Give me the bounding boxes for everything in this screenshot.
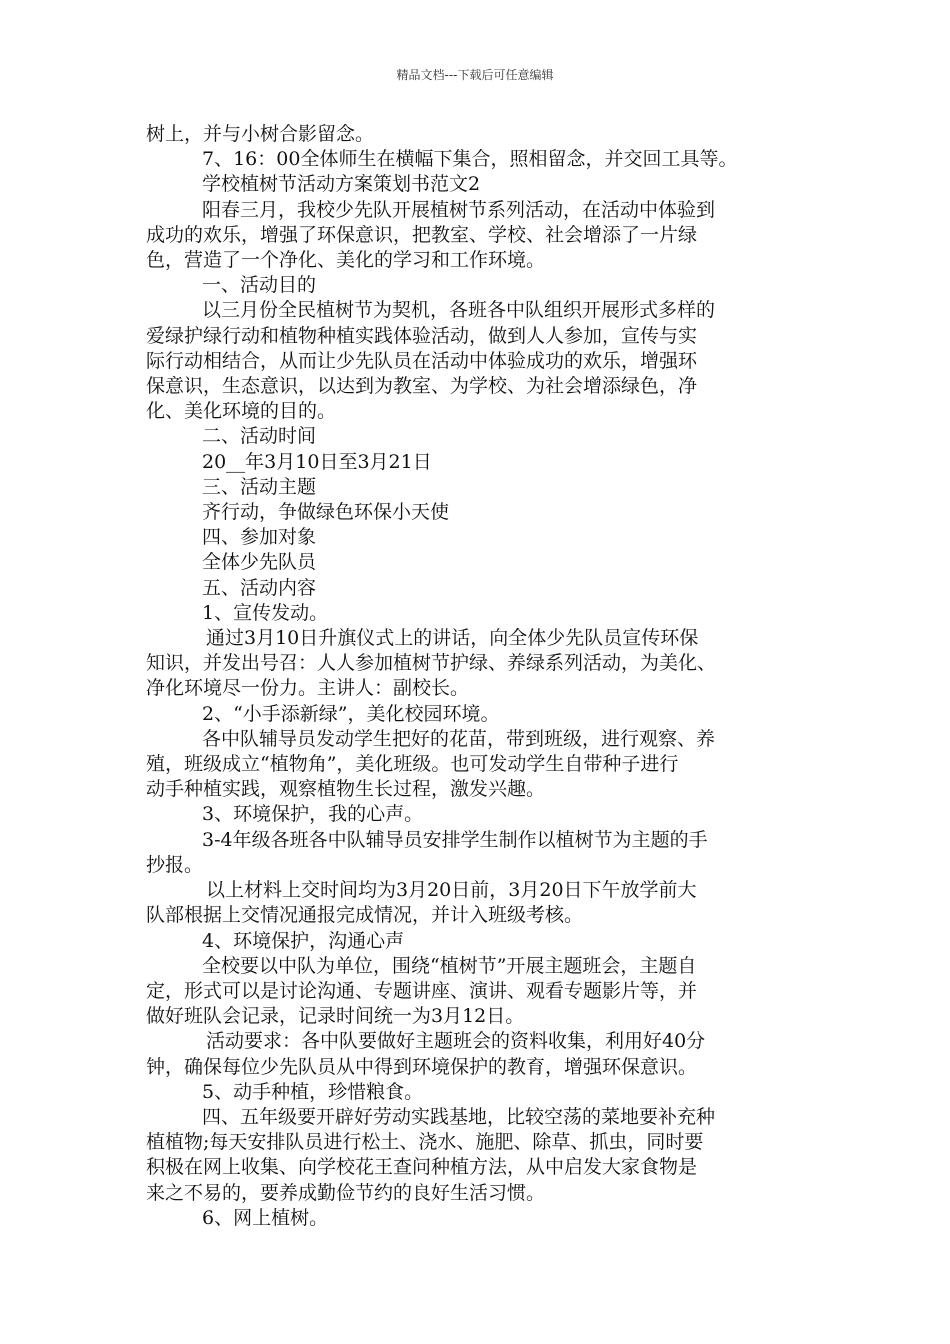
heading: 四、参加对象 (202, 526, 317, 549)
text-line: 全体少先队员 (202, 551, 317, 574)
text-line: 钟，确保每位少先队员从中得到环境保护的教育，增强环保意识。 (146, 1055, 698, 1078)
page-header: 精品文档---下载后可任意编辑 (396, 68, 554, 82)
text-line: 来之不易的，要养成勤俭节约的良好生活习惯。 (146, 1181, 546, 1204)
text-line: 树上，并与小树合影留念。 (146, 123, 375, 145)
text-line: 殖，班级成立“植物角”，美化班级。也可发动学生自带种子进行 (146, 753, 679, 776)
text-line: 植植物;每天安排队员进行松土、浇水、施肥、除草、抓虫，同时要 (146, 1131, 704, 1154)
text-line: 活动要求：各中队要做好主题班会的资料收集，利用好40分 (206, 1030, 706, 1053)
text-line: 定，形式可以是讨论沟通、专题讲座、演讲、观看专题影片等，并 (146, 979, 698, 1002)
text-line: 7、16：00全体师生在横幅下集合，照相留念，并交回工具等。 (202, 148, 738, 171)
document-body (146, 122, 816, 1231)
text-line: 全校要以中队为单位，围绕“植树节”开展主题班会，主题自 (202, 954, 697, 977)
subheading: 3、环境保护，我的心声。 (202, 803, 424, 826)
text-line: 以上材料上交时间均为3月20日前，3月20日下午放学前大 (206, 879, 697, 902)
text-line: 3-4年级各班各中队辅导员安排学生制作以植树节为主题的手 (202, 828, 708, 851)
text-line: 爱绿护绿行动和植物种植实践体验活动，做到人人参加，宣传与实 (146, 324, 698, 347)
text-line: 净化环境尽一份力。主讲人：副校长。 (146, 677, 470, 700)
subheading: 2、“小手添新绿”，美化校园环境。 (202, 702, 500, 725)
text-line: 队部根据上交情况通报完成情况，并计入班级考核。 (146, 904, 584, 927)
text-line: 色，营造了一个净化、美化的学习和工作环境。 (146, 249, 546, 272)
subheading: 4、环境保护，沟通心声 (202, 929, 405, 952)
subheading: 1、宣传发动。 (202, 601, 329, 624)
heading: 五、活动内容 (202, 576, 317, 599)
text-line: 四、五年级要开辟好劳动实践基地，比较空荡的菜地要补充种 (202, 1105, 716, 1128)
text-line: 积极在网上收集、向学校花王查问种植方法，从中启发大家食物是 (146, 1156, 698, 1179)
heading: 一、活动目的 (202, 274, 317, 297)
heading: 二、活动时间 (202, 425, 317, 448)
text-line: 抄报。 (146, 853, 204, 876)
text-line: 20__年3月10日至3月21日 (202, 450, 432, 473)
text-line: 齐行动，争做绿色环保小天使 (202, 501, 450, 524)
section-title: 学校植树节活动方案策划书范文2 (202, 173, 481, 196)
text-line: 各中队辅导员发动学生把好的花苗，带到班级，进行观察、养 (202, 727, 716, 750)
text-line: 阳春三月，我校少先队开展植树节系列活动，在活动中体验到 (202, 198, 716, 221)
text-line: 通过3月10日升旗仪式上的讲话，向全体少先队员宣传环保 (206, 627, 699, 650)
text-line: 化、美化环境的目的。 (146, 400, 337, 423)
text-line: 保意识，生态意识，以达到为教室、为学校、为社会增添绿色，净 (146, 375, 698, 398)
text-line: 成功的欢乐，增强了环保意识，把教室、学校、社会增添了一片绿 (146, 223, 698, 246)
text-line: 动手种植实践，观察植物生长过程，激发兴趣。 (146, 778, 546, 801)
text-line: 际行动相结合，从而让少先队员在活动中体验成功的欢乐，增强环 (146, 349, 698, 372)
subheading: 6、网上植树。 (202, 1206, 329, 1229)
text-line: 做好班队会记录，记录时间统一为3月12日。 (146, 1005, 525, 1028)
heading: 三、活动主题 (202, 475, 317, 498)
text-line: 知识，并发出号召：人人参加植树节护绿、养绿系列活动，为美化、 (146, 652, 717, 675)
text-line: 以三月份全民植树节为契机，各班各中队组织开展形式多样的 (202, 299, 716, 322)
subheading: 5、动手种植，珍惜粮食。 (202, 1080, 424, 1103)
